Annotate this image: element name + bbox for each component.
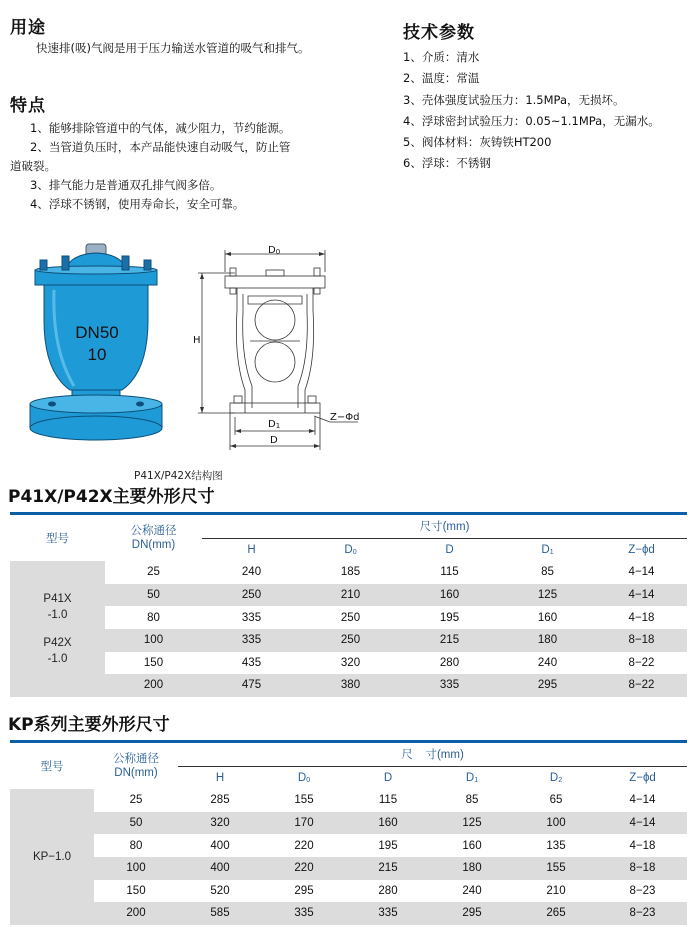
cell: 25: [105, 561, 202, 584]
cell: 240: [202, 561, 301, 584]
cell: 85: [499, 561, 596, 584]
cell: 8−23: [598, 902, 687, 925]
cell: 100: [94, 857, 178, 880]
cell: 400: [178, 834, 262, 857]
cell: 335: [346, 902, 430, 925]
cell: 280: [400, 652, 499, 675]
cell: 220: [262, 857, 346, 880]
table2-col-h: H: [178, 766, 262, 789]
cell: 585: [178, 902, 262, 925]
cell: 240: [499, 652, 596, 675]
table-row: [10, 857, 687, 880]
cell: 295: [499, 674, 596, 697]
figure-caption: P41X/P42X结构图: [134, 470, 223, 482]
spec-item: 2、温度：常温: [403, 71, 480, 85]
table-row: [10, 606, 687, 629]
table2-title: KP系列主要外形尺寸: [8, 715, 170, 735]
dim-h-label: H: [193, 335, 201, 346]
feature-item: 1、能够排除管道中的气体，减少阻力，节约能源。: [30, 121, 291, 135]
dim-z-label: Z−Φd: [330, 412, 360, 423]
table1: [10, 512, 687, 697]
table1-col-model: 型号: [10, 514, 105, 562]
table-row: [10, 561, 687, 584]
cell: 155: [262, 789, 346, 812]
table1-col-z: Z−ϕd: [596, 538, 687, 561]
cell: 160: [430, 834, 514, 857]
features-title: 特点: [10, 96, 46, 116]
cell: 115: [400, 561, 499, 584]
cell: 520: [178, 880, 262, 903]
cell: 320: [178, 812, 262, 835]
cell: 8−18: [598, 857, 687, 880]
cell: 335: [400, 674, 499, 697]
cell: 80: [94, 834, 178, 857]
cell: 335: [202, 629, 301, 652]
table1-col-size: 尺寸(mm): [202, 514, 687, 539]
cell: 280: [346, 880, 430, 903]
cell: 4−14: [596, 561, 687, 584]
feature-item: 3、排气能力是普通双孔排气阀多倍。: [30, 178, 222, 192]
cell: 4−14: [596, 584, 687, 607]
feature-item: 4、浮球不锈钢，使用寿命长，安全可靠。: [30, 197, 245, 211]
cell: 220: [262, 834, 346, 857]
cell: 335: [202, 606, 301, 629]
cell: 250: [202, 584, 301, 607]
table2-col-d2: D2: [514, 766, 598, 789]
table-row: [10, 834, 687, 857]
table1-col-d0: D0: [301, 538, 400, 561]
feature-item: 2、当管道负压时，本产品能快速自动吸气，防止管: [30, 140, 291, 154]
table2-col-dn: 公称通径 DN(mm): [94, 742, 178, 790]
cell: 185: [301, 561, 400, 584]
table-row: [10, 880, 687, 903]
table-row: [10, 584, 687, 607]
specs-title: 技术参数: [403, 23, 475, 43]
cell: 80: [105, 606, 202, 629]
cell: 65: [514, 789, 598, 812]
usage-title: 用途: [10, 18, 46, 38]
valve-label-line1: DN50: [75, 323, 119, 342]
table2-col-d: D: [346, 766, 430, 789]
cell: 195: [400, 606, 499, 629]
table2-col-z: Z−ϕd: [598, 766, 687, 789]
cell: 150: [94, 880, 178, 903]
cell: 240: [430, 880, 514, 903]
table2-col-model: 型号: [10, 742, 94, 790]
table-row: [10, 674, 687, 697]
cell: 115: [346, 789, 430, 812]
cell: 170: [262, 812, 346, 835]
table2: [10, 740, 687, 925]
table2-header-row: [10, 742, 687, 767]
cell: 180: [499, 629, 596, 652]
table1-col-d: D: [400, 538, 499, 561]
spec-item: 1、介质：清水: [403, 50, 480, 64]
cell: 295: [262, 880, 346, 903]
cell: 4−18: [596, 606, 687, 629]
feature-item: 道破裂。: [10, 159, 56, 173]
spec-item: 6、浮球：不锈钢: [403, 156, 491, 170]
cell: 160: [499, 606, 596, 629]
cell: 135: [514, 834, 598, 857]
cell: 85: [430, 789, 514, 812]
cell: 125: [430, 812, 514, 835]
table-row: [10, 789, 687, 812]
cell: 8−22: [596, 652, 687, 675]
cell: 100: [105, 629, 202, 652]
table1-col-dn: 公称通径 DN(mm): [105, 514, 202, 562]
cell: 4−18: [598, 834, 687, 857]
table1-col-d1: D1: [499, 538, 596, 561]
dim-d-label: D: [270, 435, 278, 446]
table2-model-cell: KP−1.0: [10, 789, 94, 925]
cell: 160: [346, 812, 430, 835]
cell: 295: [430, 902, 514, 925]
table1-header-row: [10, 514, 687, 539]
table1-title: P41X/P42X主要外形尺寸: [8, 487, 215, 507]
cell: 195: [346, 834, 430, 857]
cell: 250: [301, 606, 400, 629]
valve-label-line2: 10: [87, 345, 107, 364]
dim-d0-label: D0: [268, 245, 281, 256]
cell: 100: [514, 812, 598, 835]
table-row: [10, 652, 687, 675]
dim-d1-label: D1: [268, 419, 281, 430]
cell: 285: [178, 789, 262, 812]
table2-col-d0: D0: [262, 766, 346, 789]
table-row: [10, 902, 687, 925]
table2-col-size: 尺 寸(mm): [178, 742, 687, 767]
cell: 50: [105, 584, 202, 607]
cell: 8−18: [596, 629, 687, 652]
cell: 215: [346, 857, 430, 880]
cell: 25: [94, 789, 178, 812]
cell: 200: [105, 674, 202, 697]
cell: 8−22: [596, 674, 687, 697]
cell: 160: [400, 584, 499, 607]
cell: 180: [430, 857, 514, 880]
cell: 210: [514, 880, 598, 903]
cell: 4−14: [598, 789, 687, 812]
cell: 4−14: [598, 812, 687, 835]
table-row: [10, 812, 687, 835]
cell: 265: [514, 902, 598, 925]
table-row: [10, 629, 687, 652]
cell: 250: [301, 629, 400, 652]
cell: 400: [178, 857, 262, 880]
valve-label: [62, 322, 132, 366]
cell: 475: [202, 674, 301, 697]
spec-item: 5、阀体材料：灰铸铁HT200: [403, 135, 552, 149]
spec-item: 3、壳体强度试验压力：1.5MPa，无损坏。: [403, 93, 625, 107]
cell: 155: [514, 857, 598, 880]
table1-col-h: H: [202, 538, 301, 561]
cell: 200: [94, 902, 178, 925]
usage-text: 快速排(吸)气阀是用于压力输送水管道的吸气和排气。: [36, 41, 310, 55]
cell: 215: [400, 629, 499, 652]
table1-model-cell: P41X -1.0 P42X -1.0: [10, 561, 105, 697]
cell: 320: [301, 652, 400, 675]
cell: 210: [301, 584, 400, 607]
cell: 150: [105, 652, 202, 675]
cell: 8−23: [598, 880, 687, 903]
cell: 335: [262, 902, 346, 925]
cell: 50: [94, 812, 178, 835]
cell: 435: [202, 652, 301, 675]
cell: 380: [301, 674, 400, 697]
spec-item: 4、浮球密封试验压力：0.05~1.1MPa，无漏水。: [403, 114, 660, 128]
cell: 125: [499, 584, 596, 607]
table2-col-d1: D1: [430, 766, 514, 789]
